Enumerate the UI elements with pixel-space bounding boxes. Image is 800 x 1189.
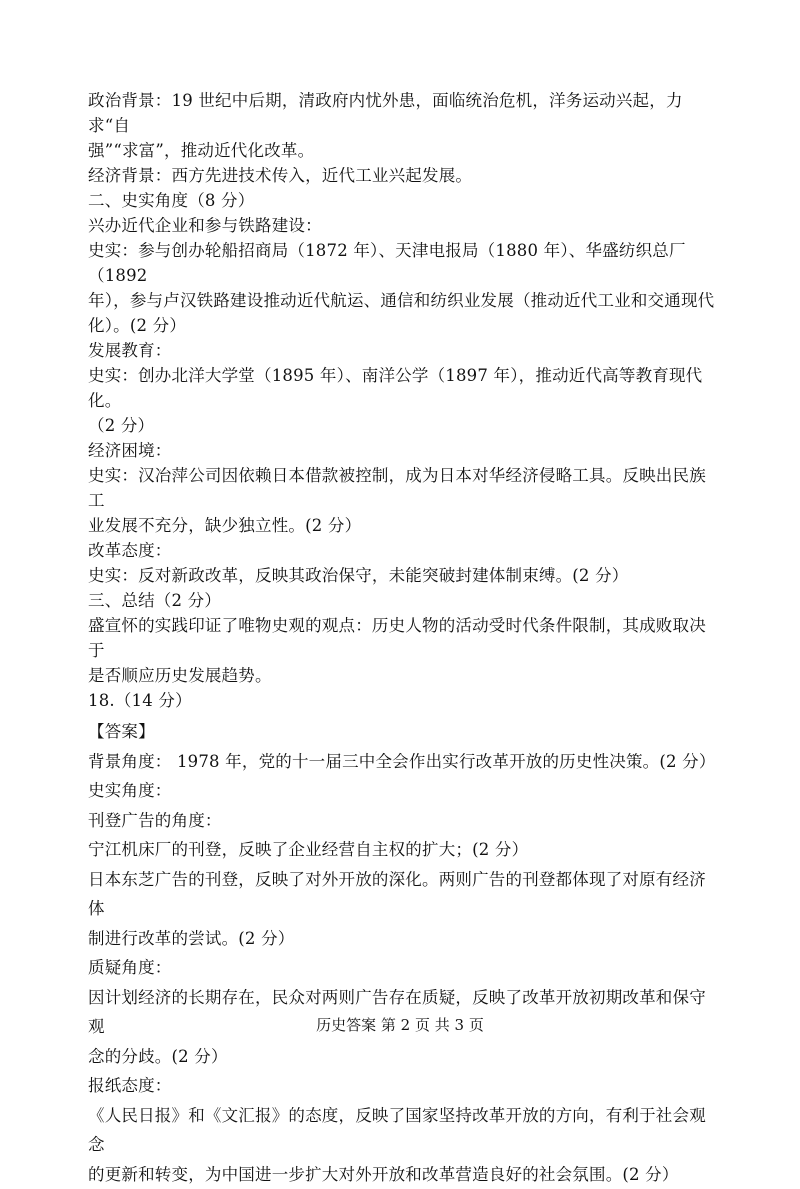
text-line: 政治背景：19 世纪中后期，清政府内忧外患，面临统治危机，洋务运动兴起，力求“自 [88, 88, 718, 138]
text-line: 化）。(2 分） [88, 313, 718, 338]
section-heading: 三、总结（2 分） [88, 588, 718, 613]
text-line: 经济背景：西方先进技术传入，近代工业兴起发展。 [88, 163, 718, 188]
answer-section-18 [88, 717, 718, 1189]
text-line: 强”“求富”，推动近代化改革。 [88, 138, 718, 163]
answer-label: 【答案】 [88, 717, 718, 747]
text-line: 制进行改革的尝试。(2 分） [88, 924, 718, 954]
text-line: 念的分歧。(2 分） [88, 1042, 718, 1072]
text-line: （2 分） [88, 413, 718, 438]
text-line: 史实角度： [88, 776, 718, 806]
text-line: 史实：汉冶萍公司因依赖日本借款被控制，成为日本对华经济侵略工具。反映出民族工 [88, 463, 718, 513]
text-line: 《人民日报》和《文汇报》的态度，反映了国家坚持改革开放的方向，有利于社会观念 [88, 1101, 718, 1160]
text-line: 背景角度： 1978 年，党的十一届三中全会作出实行改革开放的历史性决策。(2 分） [88, 747, 718, 777]
text-line: 报纸态度： [88, 1071, 718, 1101]
text-line: 发展教育： [88, 338, 718, 363]
text-line: 史实：参与创办轮船招商局（1872 年）、天津电报局（1880 年）、华盛纺织总厂（1892 [88, 238, 718, 288]
text-line: 史实：反对新政改革，反映其政治保守，未能突破封建体制束缚。(2 分） [88, 563, 718, 588]
text-line: 质疑角度： [88, 953, 718, 983]
text-line: 宁江机床厂的刊登，反映了企业经营自主权的扩大；(2 分） [88, 835, 718, 865]
text-line: 改革态度： [88, 538, 718, 563]
text-line: 盛宣怀的实践印证了唯物史观的观点：历史人物的活动受时代条件限制，其成败取决于 [88, 613, 718, 663]
text-line: 是否顺应历史发展趋势。 [88, 663, 718, 688]
text-line: 业发展不充分，缺少独立性。(2 分） [88, 513, 718, 538]
text-line: 兴办近代企业和参与铁路建设： [88, 213, 718, 238]
text-line: 年），参与卢汉铁路建设推动近代航运、通信和纺织业发展（推动近代工业和交通现代 [88, 288, 718, 313]
text-line: 经济困境： [88, 438, 718, 463]
text-line: 日本东芝广告的刊登，反映了对外开放的深化。两则广告的刊登都体现了对原有经济体 [88, 865, 718, 924]
page-footer: 历史答案 第 2 页 共 3 页 [0, 1015, 800, 1035]
answer-section-17 [88, 88, 718, 713]
text-line: 的更新和转变，为中国进一步扩大对外开放和改革营造良好的社会氛围。(2 分） [88, 1160, 718, 1189]
text-line: 因计划经济的长期存在，民众对两则广告存在质疑，反映了改革开放初期改革和保守观 [88, 983, 718, 1042]
text-line: 刊登广告的角度： [88, 806, 718, 836]
question-number: 18.（14 分） [88, 688, 718, 713]
section-heading: 二、史实角度（8 分） [88, 188, 718, 213]
text-line: 史实：创办北洋大学堂（1895 年）、南洋公学（1897 年），推动近代高等教育现代化。 [88, 363, 718, 413]
